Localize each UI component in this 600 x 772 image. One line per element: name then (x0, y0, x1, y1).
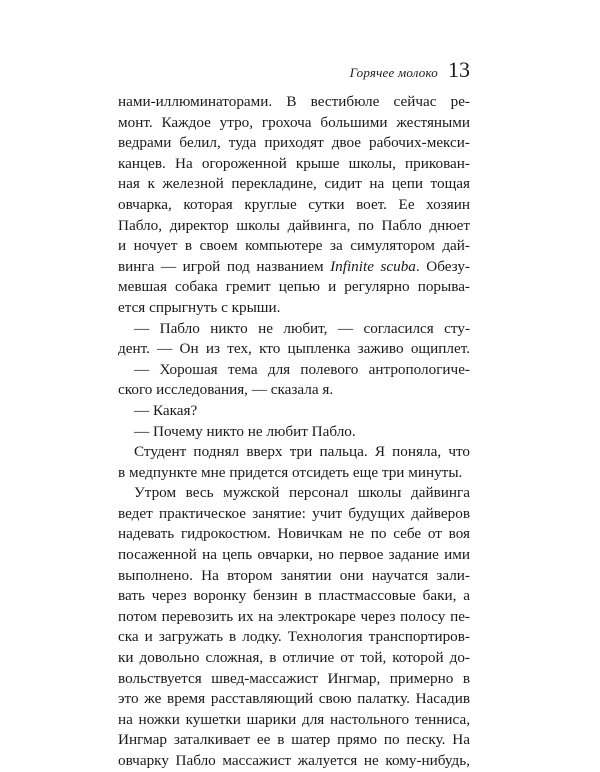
text-line: Пабло, директор школы дайвинга, по Пабло днюет (118, 216, 470, 234)
text-line: — Пабло никто не любит, — согласился сту- (134, 319, 470, 337)
text-line: мевшая собака гремит цепью и регулярно порыва- (118, 278, 470, 296)
text-line: ется спрыгнуть с крыши. (118, 298, 281, 316)
text-line: нами-иллюминаторами. В вестибюле сейчас ре- (118, 93, 470, 110)
text-line: ведрами белил, туда приходят двое рабочих-мекси- (118, 134, 470, 152)
text-line: ского исследования, — сказала я. (118, 381, 334, 399)
text-line: — Почему никто не любит Пабло. (134, 422, 356, 440)
text-line: — Какая? (134, 401, 198, 419)
page-number: 13 (448, 57, 470, 82)
text-line: вать через воронку бензин в пластмассовые баки, а (118, 587, 470, 605)
running-title: Горячее молоко (349, 65, 438, 80)
text-line: дент. — Он из тех, кто цыпленка заживо ощиплет. (118, 340, 470, 358)
text-line: это же время расставляющий свою палатку. Насадив (118, 690, 470, 708)
text-line: посаженной на цепь овчарки, но первое задание ими (118, 546, 470, 564)
text-line: вольствуется швед-массажист Ингмар, примерно в (118, 669, 470, 687)
text-line: надевать гидрокостюм. Новичкам не по себе от воя (118, 525, 470, 543)
text-line: ведет практическое занятие: учит будущих дайверов (118, 504, 470, 522)
text-segment: винга — игрой под названием (118, 257, 331, 275)
text-line: овчарку Пабло массажист жалуется не кому-нибудь, (118, 752, 470, 769)
text-line: ки довольно сложная, в отличие от той, которой до- (118, 649, 470, 667)
body-text (118, 92, 470, 772)
text-line: Утром весь мужской персонал школы дайвинга (134, 484, 470, 502)
text-segment: . Обезу- (415, 257, 470, 275)
text-line: в медпункте мне придется отсидеть еще три минуты. (118, 463, 463, 481)
text-line: ная к железной перекладине, сидит на цепи тощая (118, 175, 470, 193)
text-line: канцев. На огороженной крыше школы, прикован- (118, 154, 470, 172)
text-line: монт. Каждое утро, грохоча большими жестяными (118, 113, 470, 131)
text-line: Ингмар заталкивает ее в шатер прямо по песку. На (118, 731, 470, 749)
text-line: на ножки кушетки шарики для настольного тенниса, (118, 710, 470, 728)
text-line: овчарка, которая круглые сутки воет. Ее хозяин (118, 195, 470, 213)
text-line-with-italic (118, 257, 470, 278)
text-line: ска и загружать в лодку. Технология транспортиров- (118, 628, 470, 646)
text-line: и ночует в своем компьютере за симулятором дай- (118, 237, 470, 255)
running-head (118, 57, 470, 83)
game-title-italic: Infinite scuba (330, 257, 416, 275)
text-line: Студент поднял вверх три пальца. Я поняла, что (134, 443, 470, 461)
text-line: — Хорошая тема для полевого антропологиче- (134, 360, 470, 378)
text-line: потом перевозить их на электрокаре через полосу пе- (118, 607, 470, 625)
text-line: выполнено. На втором занятии они научатся зали- (118, 566, 470, 584)
